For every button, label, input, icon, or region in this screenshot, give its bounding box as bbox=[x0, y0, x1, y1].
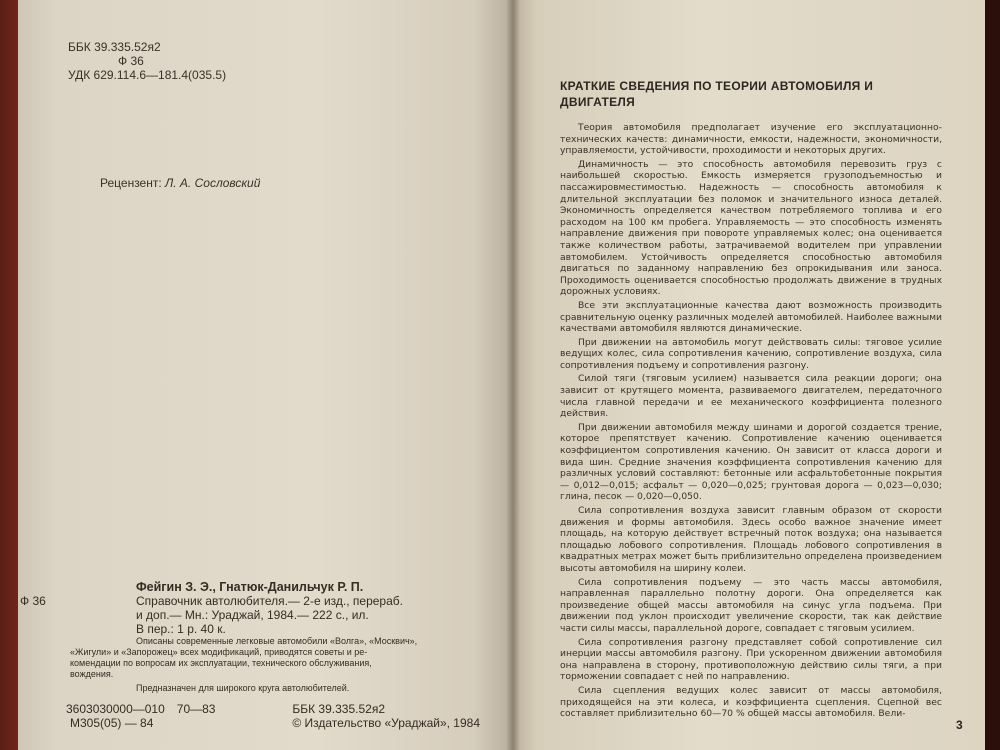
paragraph: Сила сопротивления разгону представляет собой сопротивление сил инерции массы автомобиля разгону. При ускоренном движении автомобиля она направлена в сторону, противоположную действию силы тяги, а при торможении совпадает с ней по направлению. bbox=[560, 636, 942, 683]
card-title-line2: и доп.— Мн.: Ураджай, 1984.— 222 с., ил. bbox=[136, 608, 369, 622]
card-catalog-suffix: 70—83 bbox=[176, 702, 216, 716]
card-title-line1: Справочник автолюбителя.— 2-е изд., перераб. bbox=[136, 594, 403, 608]
reviewer-label: Рецензент: bbox=[100, 176, 162, 190]
paragraph: Сила сопротивления воздуха зависит главным образом от скорости движения и формы автомобиля. Здесь особо важное значение имеет площадь, на которую действует встречный поток воздуха; она называется площадью лобового сопротивления. Площадь лобового сопротивления в квадратных метрах может быть приблизительно определена произведением высоты автомобиля на ширину колеи. bbox=[560, 505, 942, 574]
paragraph: Все эти эксплуатационные качества дают возможность производить сравнительную оценку различных моделей автомобилей. Наиболее важными качествами автомобиля являются динамические. bbox=[560, 299, 942, 335]
bbk-code: ББК 39.335.52я2 bbox=[68, 40, 161, 54]
paragraph: Сила сцепления ведущих колес зависит от массы автомобиля, приходящейся на эти колеса, и коэффициента сцепления. Сцепной вес составляет приблизительно 60—70 % общей массы автомобиля. Вели- bbox=[560, 684, 942, 720]
card-catalog-line2: М305(05) — 84 bbox=[70, 716, 154, 730]
paragraph: Силой тяги (тяговым усилием) называется сила реакции дороги; она зависит от крутящего момента, развиваемого двигателем, передаточного числа главной передачи и ее механического коэффициента полезного действия. bbox=[560, 373, 942, 420]
chapter-body bbox=[560, 122, 942, 722]
reviewer-line bbox=[100, 176, 260, 190]
reviewer-name: Л. А. Сословский bbox=[165, 176, 261, 190]
catalog-card bbox=[20, 580, 480, 730]
classification-block bbox=[68, 40, 226, 82]
card-price: В пер.: 1 р. 40 к. bbox=[136, 622, 226, 636]
card-copyright: © Издательство «Ураджай», 1984 bbox=[292, 716, 480, 730]
paragraph: Сила сопротивления подъему — это часть массы автомобиля, направленная параллельно полотну дороги. Она определяется как произведение общей массы автомобиля на синус угла подъема. При движении под уклон происходит увеличение скорости, так как действие части силы массы, параллельной дороге, совпадает с тяговым усилием. bbox=[560, 576, 942, 634]
paragraph: При движении на автомобиль могут действовать силы: тяговое усилие ведущих колес, сила сопротивления качению, сопротивление воздуха, сила сопротивления подъему и сопротивления разгону. bbox=[560, 336, 942, 371]
udk-code: УДК 629.114.6—181.4(035.5) bbox=[68, 68, 227, 82]
chapter-title: КРАТКИЕ СВЕДЕНИЯ ПО ТЕОРИИ АВТОМОБИЛЯ И ДВИГАТЕЛЯ bbox=[560, 79, 874, 109]
card-authors: Фейгин З. Э., Гнатюк-Данильчук Р. П. bbox=[136, 580, 364, 594]
card-audience: Предназначен для широкого круга автолюбителей. bbox=[136, 683, 350, 693]
card-code: Ф 36 bbox=[20, 594, 46, 608]
card-desc-1: Описаны современные легковые автомобили «Волга», «Москвич», bbox=[136, 636, 418, 646]
paragraph: Теория автомобиля предполагает изучение его эксплуатационно-технических качеств: динамичности, емкости, надежности, экономичности, управляемости, устойчивости, проходимости и некоторых других. bbox=[560, 122, 942, 157]
paragraph: Динамичность — это способность автомобиля перевозить груз с наибольшей скоростью. Емкость измеряется грузоподъемностью и пассажировместимостью. Надежность — способность автомобиля к длительной эксплуатации без поломок и значительного износа деталей. Экономичность определяется качеством потребляемого топлива и его расходом на 100 км пробега. Управляемость — это способность изменять направление движения при повороте управляемых колес; она оценивается также количеством работы, затрачиваемой водителем при управлении автомобилем. Устойчивость определяется способностью автомобиля двигаться по заданному направлению без опрокидывания или заноса. Проходимость оценивается способностью продолжать движение в трудных дорожных условиях. bbox=[560, 158, 942, 298]
card-bbk-bottom: ББК 39.335.52я2 bbox=[292, 702, 385, 716]
page-number: 3 bbox=[956, 718, 963, 732]
card-catalog-line1: 3603030000—010 bbox=[66, 702, 165, 716]
f-code: Ф 36 bbox=[118, 54, 144, 68]
card-desc-2: «Жигули» и «Запорожец» всех модификаций, приводятся советы и ре- bbox=[70, 647, 368, 657]
card-desc-4: вождения. bbox=[70, 669, 114, 679]
paragraph: При движении автомобиля между шинами и дорогой создается трение, которое препятствует качению. Сопротивление качению оценивается коэффициентом сопротивления качению. Он зависит от класса дороги и вида шин. Средние значения коэффициента сопротивления качению для различных условий составляют: бетонные или асфальтобетонные покрытия — 0,012—0,015; асфальт — 0,020—0,025; грунтовая дорога — 0,023—0,030; глина, песок — 0,020—0,050. bbox=[560, 421, 942, 503]
book-gutter bbox=[506, 0, 520, 750]
card-desc-3: комендации по вопросам их эксплуатации, технического обслуживания, bbox=[70, 658, 372, 668]
